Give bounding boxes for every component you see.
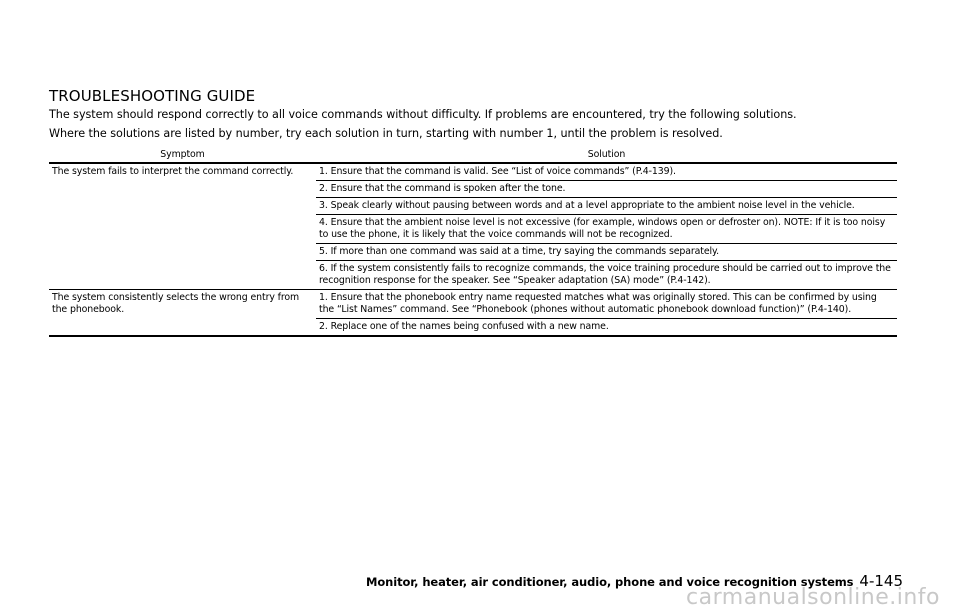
symptom-header: Symptom bbox=[49, 149, 316, 163]
intro-paragraph-2: Where the solutions are listed by number, try each solution in turn, starting with number 1, until the problem is resolved. bbox=[49, 127, 723, 140]
solution-cell: 4. Ensure that the ambient noise level is not excessive (for example, windows open or defroster on). NOTE: If it is too noisy to use the phone, it is likely that the voice commands will not be recognized. bbox=[316, 215, 897, 244]
solution-cell: 1. Ensure that the command is valid. See “List of voice commands” (P.4-139). bbox=[316, 163, 897, 181]
watermark: carmanualsonline.info bbox=[686, 585, 940, 610]
symptom-cell: The system fails to interpret the command correctly. bbox=[49, 163, 316, 290]
troubleshooting-table bbox=[49, 149, 897, 337]
solution-header: Solution bbox=[316, 149, 897, 163]
solution-cell: 2. Replace one of the names being confused with a new name. bbox=[316, 319, 897, 337]
table-row bbox=[49, 163, 897, 181]
solution-cell: 3. Speak clearly without pausing between words and at a level appropriate to the ambient noise level in the vehicle. bbox=[316, 198, 897, 215]
solution-cell: 6. If the system consistently fails to recognize commands, the voice training procedure should be carried out to improve the recognition response for the speaker. See “Speaker adaptation (SA) mode” (P.4-142). bbox=[316, 261, 897, 290]
table-row bbox=[49, 290, 897, 319]
intro-paragraph-1: The system should respond correctly to all voice commands without difficulty. If problems are encountered, try the following solutions. bbox=[49, 108, 797, 121]
solution-cell: 5. If more than one command was said at a time, try saying the commands separately. bbox=[316, 244, 897, 261]
page-number: 4-145 bbox=[859, 572, 903, 590]
solution-cell: 2. Ensure that the command is spoken after the tone. bbox=[316, 181, 897, 198]
symptom-cell: The system consistently selects the wrong entry from the phonebook. bbox=[49, 290, 316, 337]
solution-cell: 1. Ensure that the phonebook entry name requested matches what was originally stored. This can be confirmed by using the “List Names” command. See “Phonebook (phones without automatic phonebook download function)” (P.4-140). bbox=[316, 290, 897, 319]
table-header-row bbox=[49, 149, 897, 163]
footer-section-title: Monitor, heater, air conditioner, audio, phone and voice recognition systems bbox=[366, 575, 854, 589]
section-title: TROUBLESHOOTING GUIDE bbox=[49, 87, 256, 105]
